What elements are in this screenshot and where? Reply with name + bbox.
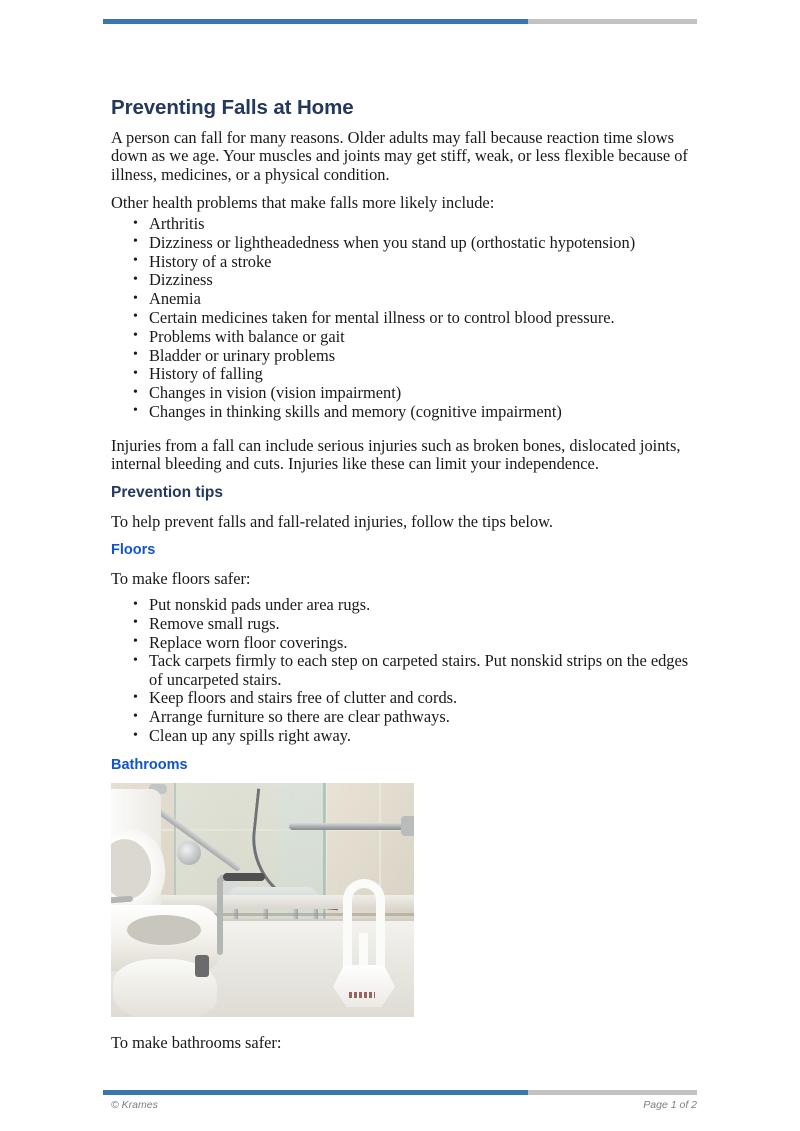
list-item: • Changes in thinking skills and memory (cognitive impairment)	[149, 403, 697, 421]
list-item: • Certain medicines taken for mental illness or to control blood pressure.	[149, 309, 697, 327]
injuries-paragraph-block	[111, 437, 697, 474]
list-item: • Changes in vision (vision impairment)	[149, 384, 697, 402]
photo-toilet-frame-arm-pad	[223, 873, 265, 881]
prevention-lead-paragraph: To help prevent falls and fall-related injuries, follow the tips below.	[111, 512, 554, 531]
list-item: • Dizziness or lightheadedness when you stand up (orthostatic hypotension)	[149, 234, 697, 252]
list-item: • Arrange furniture so there are clear pathways.	[149, 708, 697, 726]
bathrooms-heading-block	[111, 757, 697, 773]
header-rule-gray-segment	[528, 19, 697, 24]
list-item: • History of a stroke	[149, 253, 697, 271]
intro-paragraph-block	[111, 129, 697, 184]
list-item: • Arthritis	[149, 215, 697, 233]
list-item: • Clean up any spills right away.	[149, 727, 697, 745]
list-item: • Bladder or urinary problems	[149, 347, 697, 365]
header-rule	[103, 19, 697, 24]
floors-heading-block	[111, 542, 697, 558]
section-heading-prevention-tips: Prevention tips	[111, 484, 223, 501]
risk-factors-list-block	[111, 215, 697, 422]
photo-horizontal-grab-bar	[289, 823, 413, 830]
list-item: • Problems with balance or gait	[149, 328, 697, 346]
list-item: • Put nonskid pads under area rugs.	[149, 596, 697, 614]
footer-copyright: © Krames	[111, 1099, 158, 1111]
bathroom-safety-photo	[111, 783, 414, 1017]
list-item: • History of falling	[149, 365, 697, 383]
risk-factors-list	[111, 215, 697, 421]
intro-paragraph: A person can fall for many reasons. Older adults may fall because reaction time slows down as we age. Your muscles and joints may get stiff, weak, or less flexible because of illness, medicines, or a physical condition.	[111, 128, 688, 184]
photo-shower-valve	[177, 841, 201, 865]
photo-toilet-seat-clamp	[195, 955, 209, 977]
prevention-lead-block	[111, 513, 697, 531]
floors-tips-list-block	[111, 596, 697, 746]
risk-lead-block	[111, 194, 697, 212]
footer-rule-gray-segment	[528, 1090, 697, 1095]
photo-toilet-frame-arm	[217, 893, 223, 955]
floors-lead-paragraph: To make floors safer:	[111, 569, 251, 588]
subsection-heading-bathrooms: Bathrooms	[111, 757, 188, 773]
risk-factors-lead: Other health problems that make falls more likely include:	[111, 193, 495, 212]
footer-rule	[103, 1090, 697, 1095]
photo-toilet-seat-opening	[127, 915, 201, 945]
floors-tips-list	[111, 596, 697, 745]
footer-page-number: Page 1 of 2	[643, 1099, 697, 1111]
header-rule-blue-segment	[103, 19, 528, 24]
page-title: Preventing Falls at Home	[111, 96, 354, 119]
bathrooms-lead-block	[111, 1034, 697, 1052]
list-item: • Anemia	[149, 290, 697, 308]
list-item: • Replace worn floor coverings.	[149, 634, 697, 652]
photo-grab-bar-flange	[401, 816, 414, 836]
floors-lead-block	[111, 570, 697, 588]
list-item: • Keep floors and stairs free of clutter and cords.	[149, 689, 697, 707]
bathrooms-lead-paragraph: To make bathrooms safer:	[111, 1033, 282, 1052]
subsection-heading-floors: Floors	[111, 542, 156, 558]
photo-tub-rail-label	[349, 992, 375, 998]
list-item: • Tack carpets firmly to each step on carpeted stairs. Put nonskid strips on the edges of uncarpeted stairs.	[149, 652, 697, 689]
photo-canvas	[111, 783, 414, 1017]
prevention-heading-block	[111, 484, 697, 502]
list-item: • Dizziness	[149, 271, 697, 289]
injuries-paragraph: Injuries from a fall can include serious injuries such as broken bones, dislocated joints, internal bleeding and cuts. Injuries like these can limit your independence.	[111, 436, 681, 474]
footer-rule-blue-segment	[103, 1090, 528, 1095]
list-item: • Remove small rugs.	[149, 615, 697, 633]
